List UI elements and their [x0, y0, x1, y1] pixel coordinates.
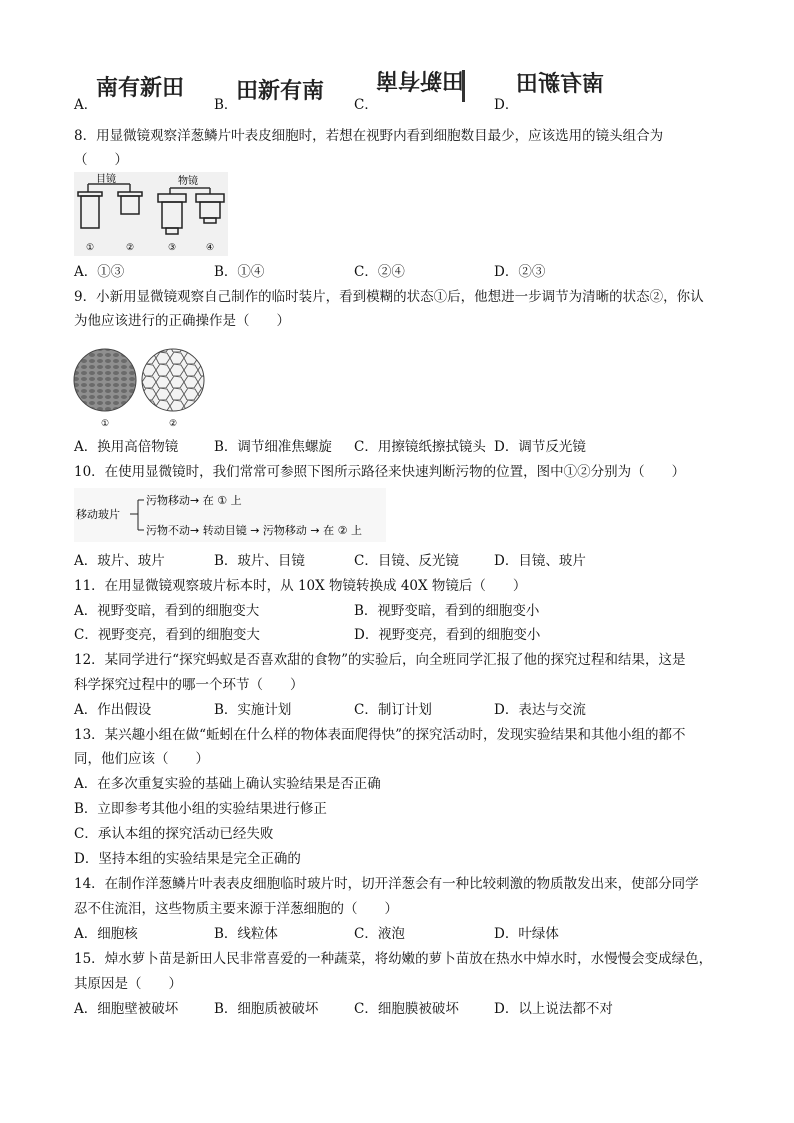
q8-option-a[interactable]: A．①③ [74, 264, 125, 280]
q15-stem-line2: 其原因是（ ） [74, 976, 182, 992]
q10-option-d[interactable]: D．目镜、玻片 [494, 553, 586, 569]
q10-flow-figure [74, 488, 386, 542]
q14-stem-line2: 忍不住流泪，这些物质主要来源于洋葱细胞的（ ） [74, 901, 398, 917]
q12-option-d[interactable]: D．表达与交流 [494, 702, 586, 718]
q7-option-c-letter: C． [354, 97, 378, 113]
q9-cell-svg [72, 340, 206, 430]
q9-cell-figure [72, 340, 206, 430]
q8-option-c[interactable]: C．②④ [354, 264, 405, 280]
q15-option-c[interactable]: C．细胞膜被破坏 [354, 1001, 459, 1017]
q11-option-b[interactable]: B．视野变暗，看到的细胞变小 [354, 603, 540, 619]
q13-option-b[interactable]: B．立即参考其他小组的实验结果进行修正 [74, 801, 327, 817]
q15-option-d[interactable]: D．以上说法都不对 [494, 1001, 613, 1017]
q9-state-2: ② [169, 419, 178, 429]
q10-flow-svg [74, 488, 386, 542]
q8-num-3: ③ [168, 243, 177, 253]
q14-option-b[interactable]: B．线粒体 [214, 926, 278, 942]
q8-num-2: ② [126, 243, 135, 253]
q9-stem-line2: 为他应该进行的正确操作是（ ） [74, 313, 290, 329]
q13-option-d[interactable]: D．坚持本组的实验结果是完全正确的 [74, 851, 301, 867]
q7-option-d-letter: D． [494, 97, 519, 113]
q13-option-c[interactable]: C．承认本组的探究活动已经失败 [74, 826, 274, 842]
q7-option-b-image: 田新有南 [236, 79, 325, 104]
q7-option-c-image [376, 67, 465, 102]
q14-option-c[interactable]: C．液泡 [354, 926, 405, 942]
q12-option-c[interactable]: C．制订计划 [354, 702, 432, 718]
q13-stem-line1: 13．某兴趣小组在做“蚯蚓在什么样的物体表面爬得快”的探究活动时，发现实验结果和其他小组的都不 [74, 727, 686, 743]
q15-stem-line1: 15．焯水萝卜苗是新田人民非常喜爱的一种蔬菜，将幼嫩的萝卜苗放在热水中焯水时，水慢慢会变成绿色， [74, 951, 713, 967]
q7-option-d-image-text: 南有新田 [516, 72, 605, 97]
q12-option-b[interactable]: B．实施计划 [214, 702, 292, 718]
q8-stem: 8．用显微镜观察洋葱鳞片叶表皮细胞时，若想在视野内看到细胞数目最少，应该选用的镜头组合为 [74, 128, 664, 144]
q7-option-b-letter: B． [214, 97, 238, 113]
q9-option-b[interactable]: B．调节细准焦螺旋 [214, 439, 332, 455]
q12-option-a[interactable]: A．作出假设 [74, 702, 152, 718]
q11-stem: 11．在用显微镜观察玻片标本时，从 10X 物镜转换成 40X 物镜后（ ） [74, 578, 527, 594]
q10-option-a[interactable]: A．玻片、玻片 [74, 553, 165, 569]
q9-stem-line1: 9．小新用显微镜观察自己制作的临时装片，看到模糊的状态①后，他想进一步调节为清晰的状态②，你认 [74, 289, 704, 305]
q7-option-d-image [516, 72, 605, 97]
q11-option-c[interactable]: C．视野变亮，看到的细胞变大 [74, 627, 260, 643]
q8-label-eyepiece: 目镜 [96, 174, 116, 185]
q15-option-b[interactable]: B．细胞质被破坏 [214, 1001, 319, 1017]
q10-option-b[interactable]: B．玻片、目镜 [214, 553, 305, 569]
q12-stem-line1: 12．某同学进行“探究蚂蚁是否喜欢甜的食物”的实验后，向全班同学汇报了他的探究过程和结果，这是 [74, 652, 686, 668]
q8-num-4: ④ [206, 243, 215, 253]
q8-label-objective: 物镜 [178, 176, 198, 187]
q10-option-c[interactable]: C．目镜、反光镜 [354, 553, 459, 569]
q14-option-a[interactable]: A．细胞核 [74, 926, 138, 942]
q11-option-d[interactable]: D．视野变亮，看到的细胞变小 [354, 627, 541, 643]
q14-stem-line1: 14．在制作洋葱鳞片叶表表皮细胞临时玻片时，切开洋葱会有一种比较刺激的物质散发出来，使部分同学 [74, 876, 699, 892]
q7-option-a-letter: A． [74, 97, 98, 113]
q15-option-a[interactable]: A．细胞壁被破坏 [74, 1001, 179, 1017]
q9-option-d[interactable]: D．调节反光镜 [494, 439, 586, 455]
q10-upper-path: 污物移动→ 在 ① 上 [146, 494, 242, 507]
q8-lens-svg [74, 172, 228, 256]
q10-lower-path: 污物不动→ 转动目镜 → 污物移动 → 在 ② 上 [146, 524, 362, 537]
q10-start-label: 移动玻片 [76, 508, 120, 521]
q13-option-a[interactable]: A．在多次重复实验的基础上确认实验结果是否正确 [74, 776, 381, 792]
q10-stem: 10．在使用显微镜时，我们常常可参照下图所示路径来快速判断污物的位置，图中①②分别为（ ） [74, 464, 686, 480]
q8-option-d[interactable]: D．②③ [494, 264, 546, 280]
q9-option-c[interactable]: C．用擦镜纸擦拭镜头 [354, 439, 486, 455]
q14-option-d[interactable]: D．叶绿体 [494, 926, 559, 942]
q7-option-c-image-text: 田新有南 [376, 67, 465, 92]
q11-option-a[interactable]: A．视野变暗，看到的细胞变大 [74, 603, 260, 619]
q8-num-1: ① [86, 243, 95, 253]
q9-state-1: ① [101, 419, 110, 429]
q7-option-a-image: 南有新田 [96, 76, 185, 101]
q13-stem-line2: 同，他们应该（ ） [74, 751, 209, 767]
q8-paren: （ ） [74, 152, 128, 168]
q8-option-b[interactable]: B．①④ [214, 264, 265, 280]
q8-lens-figure [74, 172, 228, 256]
q12-stem-line2: 科学探究过程中的哪一个环节（ ） [74, 677, 304, 693]
q9-option-a[interactable]: A．换用高倍物镜 [74, 439, 179, 455]
